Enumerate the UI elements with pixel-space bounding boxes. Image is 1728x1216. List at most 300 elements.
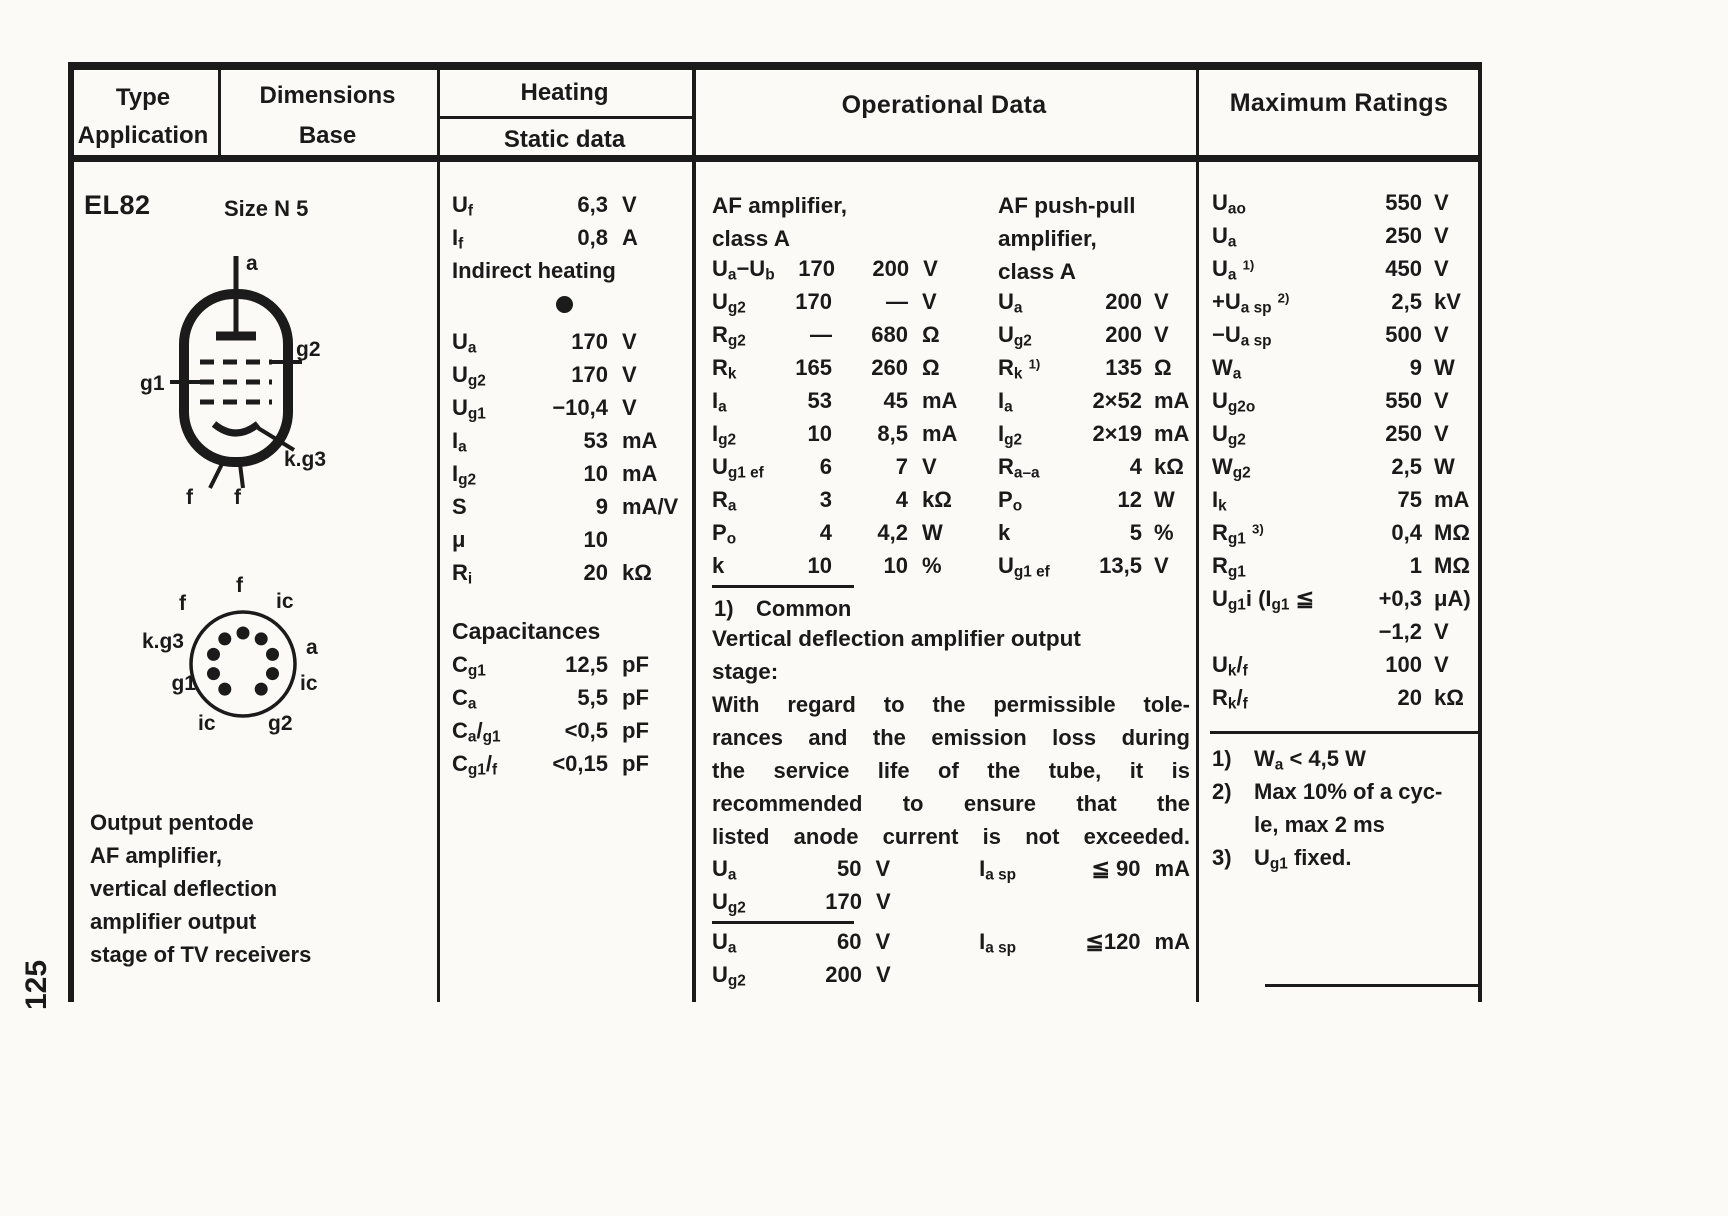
table-row xyxy=(1212,582,1480,615)
row-unit: V xyxy=(875,856,891,881)
pp-title-line3: class A xyxy=(998,259,1076,284)
row-unit: V xyxy=(922,454,937,479)
af-title-line1: AF amplifier, xyxy=(712,193,848,218)
table-row xyxy=(452,188,686,221)
paragraph-line: recommended to ensure that the xyxy=(712,791,1190,816)
row-value-1: 10 xyxy=(807,553,832,578)
row-value: 13,5 xyxy=(1099,553,1142,578)
row-unit: kΩ xyxy=(1434,685,1464,710)
row-unit: V xyxy=(1434,652,1449,677)
row-unit: kΩ xyxy=(1154,454,1184,479)
header-operational-data: Operational Data xyxy=(841,91,1047,119)
row-value: 9 xyxy=(1409,355,1422,380)
row-value: 12 xyxy=(1117,487,1142,512)
row-value: 170 xyxy=(571,362,608,387)
table-row xyxy=(1212,318,1480,351)
row-value: 2,5 xyxy=(1391,289,1422,314)
pin-dot xyxy=(208,668,220,680)
row-label: $I_{g2}$ xyxy=(998,421,1023,449)
table-row xyxy=(712,925,1190,958)
operational-footnote-rule xyxy=(712,585,854,588)
row-label: $U_{g2}$ xyxy=(712,289,746,317)
table-row xyxy=(452,358,686,391)
table-row xyxy=(452,681,686,714)
table-row xyxy=(712,958,1190,991)
row-unit: μA) xyxy=(1434,586,1471,611)
row-label: $-U_{a sp}$ xyxy=(1212,322,1272,350)
footnote-row xyxy=(1212,742,1484,775)
row-unit: mA/V xyxy=(622,494,679,519)
row-unit: V xyxy=(622,395,637,420)
row-unit: V xyxy=(1434,322,1449,347)
pin-dot xyxy=(255,683,267,695)
row-value-2: 4,2 xyxy=(877,520,908,545)
pushpull-title xyxy=(998,189,1135,288)
row-unit: V xyxy=(923,256,938,281)
footnote-text: Max 10% of a cyc- xyxy=(1254,779,1443,804)
row-value: 170 xyxy=(825,889,862,914)
pin-label-g2: g2 xyxy=(268,712,293,735)
row-unit: Ω xyxy=(922,355,940,380)
row-label: $U_{g2}$ xyxy=(712,889,746,917)
row-value: 6,3 xyxy=(577,192,608,217)
row-value: 4 xyxy=(1129,454,1142,479)
footnote-row xyxy=(1212,841,1484,874)
row-value: 200 xyxy=(1105,322,1142,347)
header-dimensions: Dimensions xyxy=(259,82,396,109)
tube-label-f1: f xyxy=(186,486,193,509)
row-value: 550 xyxy=(1385,388,1422,413)
row-unit: V xyxy=(875,929,891,954)
table-row xyxy=(998,549,1190,582)
row-value-1: 4 xyxy=(819,520,832,545)
table-row xyxy=(998,450,1190,483)
row-value: 200 xyxy=(1105,289,1142,314)
row-value: 450 xyxy=(1385,256,1422,281)
row-unit: V xyxy=(622,192,637,217)
divider-heating-operational xyxy=(692,62,696,1002)
pin-dot xyxy=(267,668,279,680)
vd-paragraph xyxy=(712,688,1190,853)
row-value: 9 xyxy=(595,494,608,519)
maxratings-footnotes xyxy=(1212,742,1484,874)
row-value: 2×19 xyxy=(1092,421,1142,446)
pin-label-ic1: ic xyxy=(276,590,294,613)
row-value: 550 xyxy=(1385,190,1422,215)
paragraph-line: With regard to the permissible tole- xyxy=(712,692,1190,717)
pin-dot xyxy=(219,683,231,695)
tube-size: Size N 5 xyxy=(224,196,309,221)
table-row xyxy=(1212,384,1480,417)
row-value-1: 165 xyxy=(795,355,832,380)
row-value-1: 3 xyxy=(819,487,832,512)
vd-operating-table-2 xyxy=(712,925,1190,991)
application-text xyxy=(90,806,450,971)
table-row xyxy=(452,523,686,556)
row-value: 0,8 xyxy=(577,225,608,250)
pin-dot xyxy=(237,627,249,639)
row-label: $U_{g1}i$ ($I_{g1}$ ≦ xyxy=(1212,586,1315,614)
table-row xyxy=(998,384,1190,417)
row-label: $I_a$ xyxy=(712,388,727,416)
row-label: $C_a$ xyxy=(452,685,477,713)
table-row xyxy=(998,417,1190,450)
tube-label-anode: a xyxy=(246,252,258,275)
row-value: 10 xyxy=(583,461,608,486)
row-value-1: 170 xyxy=(795,289,832,314)
table-row xyxy=(1212,681,1480,714)
paragraph-line: listed anode current is not exceeded. xyxy=(712,824,1190,849)
row-label: $I_a$ xyxy=(452,428,467,456)
row-value: 500 xyxy=(1385,322,1422,347)
row-value: 5 xyxy=(1129,520,1142,545)
pin-dot xyxy=(255,633,267,645)
row-label: $R_i$ xyxy=(452,560,473,588)
row-unit: Ω xyxy=(922,322,940,347)
row-label: $R_{g2}$ xyxy=(712,322,746,350)
row-label: S xyxy=(452,494,467,519)
vd-operating-table-1 xyxy=(712,852,1190,918)
header-heating: Heating xyxy=(520,79,609,106)
pushpull-table xyxy=(998,285,1190,582)
row-unit: % xyxy=(922,553,942,578)
row-label: k xyxy=(712,553,725,578)
row-unit: mA xyxy=(622,428,658,453)
row-label: $R_k$ xyxy=(712,355,737,383)
row-value-2: 8,5 xyxy=(877,421,908,446)
table-row xyxy=(452,747,686,780)
row-value-1: 53 xyxy=(807,388,832,413)
row-unit: V xyxy=(922,289,937,314)
table-row xyxy=(1212,648,1480,681)
row-value: 250 xyxy=(1385,223,1422,248)
row-value-2: 260 xyxy=(871,355,908,380)
row-unit: V xyxy=(1154,322,1169,347)
row-label: $U_a-U_b$ xyxy=(712,256,775,284)
row-unit: kV xyxy=(1434,289,1461,314)
row-unit: mA xyxy=(1154,421,1190,446)
row-label: k xyxy=(998,520,1011,545)
vd-table-rule xyxy=(712,921,854,924)
row-unit: W xyxy=(922,520,943,545)
application-line: AF amplifier, xyxy=(90,843,223,868)
row-unit: pF xyxy=(622,751,649,776)
table-row xyxy=(452,714,686,747)
table-row xyxy=(998,483,1190,516)
tube-type-name: EL82 xyxy=(84,190,151,220)
row-value-1: — xyxy=(810,322,832,347)
pin-label-ic2: ic xyxy=(300,672,318,695)
header-static-data: Static data xyxy=(503,126,626,153)
pin-dot xyxy=(208,648,220,660)
maximum-ratings-table xyxy=(1212,186,1480,714)
header-maximum-ratings: Maximum Ratings xyxy=(1229,89,1449,117)
row-value: 100 xyxy=(1385,652,1422,677)
footnote-marker: 1) xyxy=(714,596,734,621)
row-value: 2,5 xyxy=(1391,454,1422,479)
row-label: $R_a$ xyxy=(712,487,737,515)
table-row xyxy=(998,516,1190,549)
table-row xyxy=(712,549,964,582)
tube-schematic xyxy=(138,242,338,512)
row-unit: MΩ xyxy=(1434,520,1470,545)
row-label: $C_{g1}$ xyxy=(452,652,486,680)
row-label: $U_{ao}$ xyxy=(1212,190,1246,218)
maxratings-footnote-rule xyxy=(1210,731,1482,734)
footnote-marker: 3) xyxy=(1212,845,1232,870)
pin-label-ic3: ic xyxy=(198,712,216,735)
row-unit: Ω xyxy=(1154,355,1172,380)
table-row xyxy=(712,516,964,549)
row-unit: mA xyxy=(1434,487,1470,512)
row-unit: V xyxy=(1434,388,1449,413)
row-value: 2×52 xyxy=(1092,388,1142,413)
table-row xyxy=(1212,351,1480,384)
row-unit: mA xyxy=(1154,388,1190,413)
pin-label-kg3: k.g3 xyxy=(141,630,184,653)
row-label: $U_a$ xyxy=(1212,223,1237,251)
row-label: $I_{g2}$ xyxy=(712,421,737,449)
row-unit: V xyxy=(622,329,637,354)
row-value-2: ≦ 90 xyxy=(1091,856,1141,881)
row-unit: V xyxy=(622,362,637,387)
row-unit: mA xyxy=(622,461,658,486)
row-label: μ xyxy=(452,527,466,552)
row-value-2: 10 xyxy=(883,553,908,578)
row-label: $U_{g1}$ xyxy=(452,395,486,423)
application-line: Output pentode xyxy=(90,810,254,835)
application-line: stage of TV receivers xyxy=(90,942,312,967)
row-unit: kΩ xyxy=(622,560,652,585)
row-unit: pF xyxy=(622,718,649,743)
bottom-right-rule xyxy=(1265,984,1482,987)
af-amplifier-table xyxy=(712,252,964,582)
row-unit-2: mA xyxy=(1154,929,1190,954)
indirect-heating-note: Indirect heating xyxy=(452,258,616,283)
application-line: vertical deflection xyxy=(90,876,278,901)
heating-subheader-line xyxy=(440,116,692,119)
f-lead-right xyxy=(240,464,243,488)
table-row xyxy=(712,483,964,516)
table-row xyxy=(712,885,1190,918)
application-line: amplifier output xyxy=(90,909,257,934)
row-value-1: 6 xyxy=(819,454,832,479)
row-label: $U_a$ xyxy=(452,329,477,357)
heating-filament-table xyxy=(452,188,686,254)
row-value-2: 4 xyxy=(895,487,908,512)
table-row xyxy=(712,852,1190,885)
row-unit: mA xyxy=(922,388,958,413)
pin-dot xyxy=(219,633,231,645)
row-value: 50 xyxy=(836,856,862,881)
table-row xyxy=(1212,483,1480,516)
table-row xyxy=(998,285,1190,318)
row-unit: V xyxy=(1434,190,1449,215)
table-row xyxy=(452,221,686,254)
row-unit: pF xyxy=(622,685,649,710)
row-value: 0,4 xyxy=(1391,520,1422,545)
row-label: $U_a$ xyxy=(998,289,1023,317)
row-label: $C_a/_{g1}$ xyxy=(452,718,501,746)
table-row xyxy=(452,457,686,490)
row-label: $I_k$ xyxy=(1212,487,1227,515)
table-row xyxy=(1212,219,1480,252)
tube-label-g2: g2 xyxy=(296,338,321,361)
row-label: $U_f$ xyxy=(452,192,474,220)
row-value-1: 170 xyxy=(798,256,836,281)
table-row xyxy=(1212,450,1480,483)
row-label: $I_f$ xyxy=(452,225,464,253)
table-row xyxy=(712,450,964,483)
row-value: 10 xyxy=(583,527,608,552)
row-unit: V xyxy=(876,962,891,987)
table-row xyxy=(712,318,964,351)
row-label: $W_a$ xyxy=(1212,355,1242,383)
capacitances-title: Capacitances xyxy=(452,618,601,644)
table-row xyxy=(1212,285,1480,318)
row-value: +0,3 xyxy=(1378,586,1422,611)
row-label: $P_o$ xyxy=(998,487,1023,515)
row-label: $U_{g2}$ xyxy=(452,362,486,390)
footnote-marker: 1) xyxy=(1212,746,1232,771)
row-unit: MΩ xyxy=(1434,553,1470,578)
table-row xyxy=(712,252,964,285)
table-row xyxy=(452,391,686,424)
row-unit: W xyxy=(1434,454,1455,479)
row-label: $U_{g2}$ xyxy=(998,322,1032,350)
row-unit: kΩ xyxy=(922,487,952,512)
row-unit: % xyxy=(1154,520,1174,545)
row-value: 135 xyxy=(1105,355,1142,380)
table-row xyxy=(1212,615,1480,648)
row-label: $U_{g2}$ xyxy=(712,962,746,990)
table-row xyxy=(452,648,686,681)
row-value: <0,5 xyxy=(564,718,608,743)
row-label-2: $I_{a sp}$ xyxy=(979,856,1017,884)
header-separator-line xyxy=(68,155,1482,162)
row-unit: W xyxy=(1154,487,1175,512)
row-value-2: 45 xyxy=(883,388,908,413)
pinout-diagram xyxy=(118,572,368,757)
af-amplifier-title xyxy=(712,189,847,255)
row-label-2: $I_{a sp}$ xyxy=(979,929,1017,957)
table-row xyxy=(998,318,1190,351)
row-label: $U_a$ xyxy=(712,929,737,957)
common-footnote xyxy=(714,592,851,625)
row-unit: V xyxy=(1434,223,1449,248)
row-value-2: 7 xyxy=(895,454,908,479)
row-value-2: ≦120 xyxy=(1085,929,1141,954)
row-unit: V xyxy=(1434,421,1449,446)
row-label: $U_a$ $^{1)}$ xyxy=(1212,256,1255,284)
row-value: 12,5 xyxy=(565,652,608,677)
capacitances-table xyxy=(452,648,686,780)
table-row xyxy=(1212,417,1480,450)
row-label: $U_{g2o}$ xyxy=(1212,388,1256,416)
header-application: Application xyxy=(77,122,209,149)
row-label: $U_{g1 ef}$ xyxy=(712,454,764,482)
row-label: $R_{a-a}$ xyxy=(998,454,1040,482)
row-value: 1 xyxy=(1409,553,1422,578)
row-label: $R_{g1}$ xyxy=(1212,553,1246,581)
row-value-1: 10 xyxy=(807,421,832,446)
row-label: $U_{g2}$ xyxy=(1212,421,1246,449)
row-label: $R_k/_f$ xyxy=(1212,685,1248,713)
pin-label-f1: f xyxy=(179,592,186,615)
row-unit: A xyxy=(622,225,638,250)
row-label: $C_{g1}/_f$ xyxy=(452,751,498,779)
footnote-text: Common xyxy=(756,596,852,621)
footnote-text: le, max 2 ms xyxy=(1254,812,1385,837)
divider-operational-maxratings xyxy=(1196,62,1199,1002)
cathode xyxy=(214,424,258,433)
row-unit: V xyxy=(1154,553,1169,578)
row-unit: mA xyxy=(922,421,958,446)
header-type: Type xyxy=(115,84,171,111)
row-value: 5,5 xyxy=(577,685,608,710)
row-value: 20 xyxy=(583,560,608,585)
row-value: 53 xyxy=(583,428,608,453)
paragraph-line: the service life of the tube, it is xyxy=(712,758,1190,783)
table-row xyxy=(1212,186,1480,219)
table-row xyxy=(1212,516,1480,549)
row-unit: W xyxy=(1434,355,1455,380)
row-label: $U_{g1 ef}$ xyxy=(998,553,1050,581)
tube-label-kg3: k.g3 xyxy=(284,448,327,471)
footnote-row xyxy=(1212,775,1484,808)
table-row xyxy=(998,351,1190,384)
footnote-marker: 2) xyxy=(1212,779,1232,804)
row-value: 75 xyxy=(1397,487,1422,512)
row-unit: V xyxy=(1434,619,1449,644)
table-row xyxy=(712,384,964,417)
static-data-table xyxy=(452,325,686,589)
table-row xyxy=(1212,252,1480,285)
bullet-icon xyxy=(556,296,573,313)
row-unit: V xyxy=(1154,289,1169,314)
row-value-2: 200 xyxy=(872,256,910,281)
table-row xyxy=(452,490,686,523)
paragraph-line: rances and the emission loss during xyxy=(712,725,1190,750)
pin-dot xyxy=(267,648,279,660)
row-label: $R_k$ $^{1)}$ xyxy=(998,355,1041,383)
header-base: Base xyxy=(298,122,357,149)
footnote-row xyxy=(1212,808,1484,841)
table-row xyxy=(452,325,686,358)
row-label: $W_{g2}$ xyxy=(1212,454,1251,482)
vd-title-line2: stage: xyxy=(712,659,779,684)
footnote-text: $U_{g1}$ fixed. xyxy=(1254,845,1352,873)
row-label: $P_o$ xyxy=(712,520,737,548)
tube-label-g1: g1 xyxy=(140,372,165,395)
pin-label-a: a xyxy=(306,636,318,659)
row-value-2: — xyxy=(886,289,908,314)
row-label: $U_a$ xyxy=(712,856,737,884)
vd-title-line1: Vertical deflection amplifier output xyxy=(712,626,1081,651)
row-value: <0,15 xyxy=(552,751,608,776)
row-value: 170 xyxy=(571,329,608,354)
row-label: $I_a$ xyxy=(998,388,1013,416)
row-unit: V xyxy=(876,889,891,914)
row-value: 20 xyxy=(1397,685,1422,710)
row-value: −1,2 xyxy=(1378,619,1422,644)
pp-title-line1: AF push-pull xyxy=(998,193,1136,218)
row-value: 250 xyxy=(1385,421,1422,446)
row-value: 60 xyxy=(836,929,862,954)
row-label: $I_{g2}$ xyxy=(452,461,477,489)
table-row xyxy=(712,351,964,384)
af-title-line2: class A xyxy=(712,226,790,251)
